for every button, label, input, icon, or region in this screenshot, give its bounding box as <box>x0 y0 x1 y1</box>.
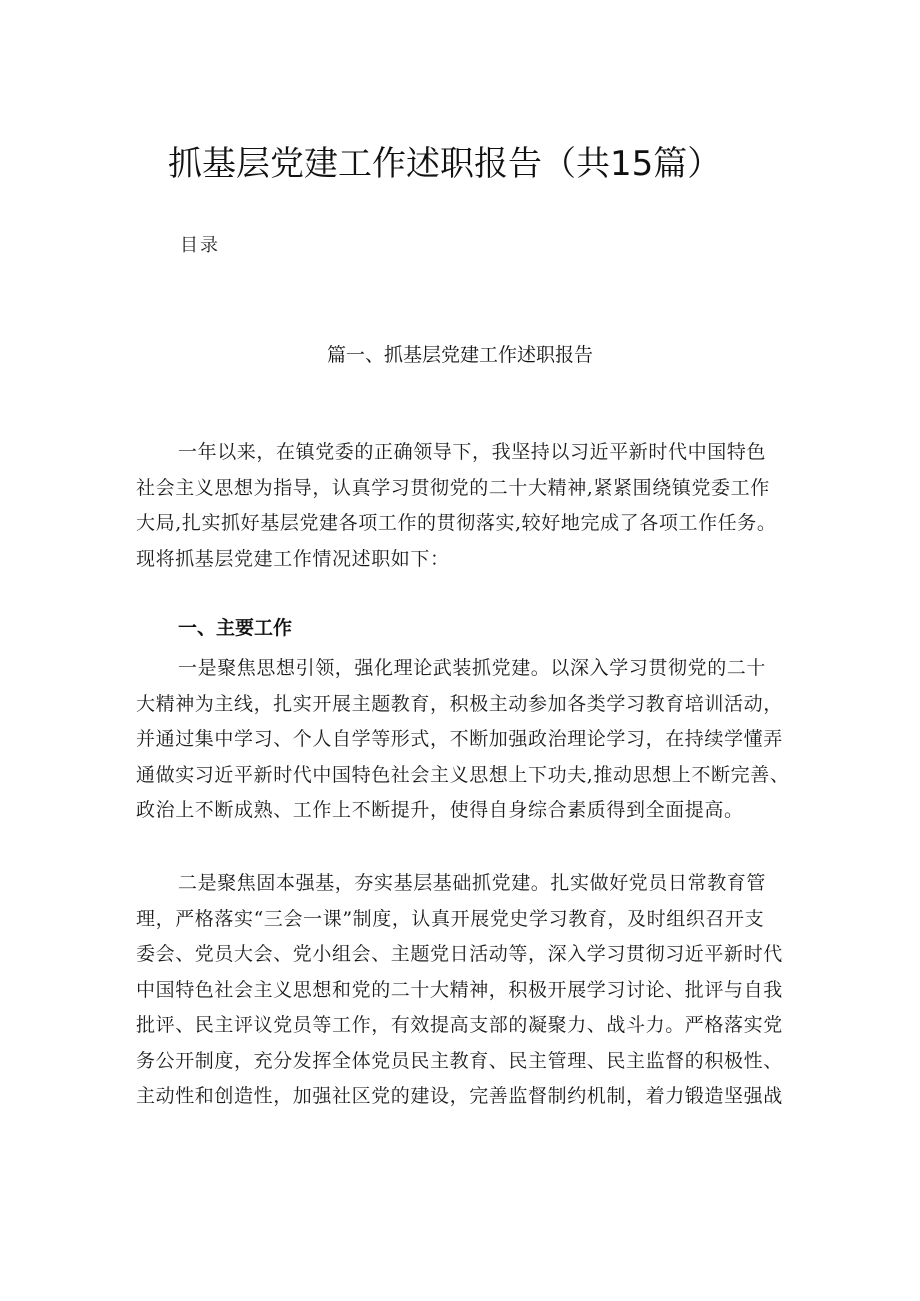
paragraph-line: 社会主义思想为指导，认真学习贯彻党的二十大精神,紧紧围绕镇党委工作 <box>136 476 770 499</box>
article-heading: 篇一、抓基层党建工作述职报告 <box>326 344 593 366</box>
paragraph-line: 理，严格落实“三会一课”制度，认真开展党史学习教育，及时组织召开支 <box>136 907 765 930</box>
paragraph-line: 通做实习近平新时代中国特色社会主义思想上下功夫,推动思想上不断完善、 <box>136 763 790 786</box>
toc-label: 目录 <box>180 235 220 256</box>
work-paragraph-1 <box>136 651 796 829</box>
paragraph-line: 批评、民主评议党员等工作，有效提高支部的凝聚力、战斗力。严格落实党 <box>136 1014 783 1036</box>
work-paragraph-2 <box>136 866 796 1115</box>
paragraph-line: 二是聚焦固本强基，夯实基层基础抓党建。扎实做好党员日常教育管 <box>178 872 767 894</box>
paragraph-line: 一年以来，在镇党委的正确领导下，我坚持以习近平新时代中国特色 <box>178 441 767 463</box>
paragraph-line: 大精神为主线，扎实开展主题教育，积极主动参加各类学习教育培训活动， <box>136 692 783 715</box>
paragraph-line: 大局,扎实抓好基层党建各项工作的贯彻落实,较好地完成了各项工作任务。 <box>136 512 777 534</box>
section-heading: 一、主要工作 <box>178 617 293 639</box>
paragraph-line: 并通过集中学习、个人自学等形式，不断加强政治理论学习，在持续学懂弄 <box>136 728 783 750</box>
paragraph-line: 委会、党员大会、党小组会、主题党日活动等，深入学习贯彻习近平新时代 <box>136 943 783 965</box>
paragraph-line: 政治上不断成熟、工作上不断提升，使得自身综合素质得到全面提高。 <box>136 799 744 821</box>
paragraph-line: 中国特色社会主义思想和党的二十大精神，积极开展学习讨论、批评与自我 <box>136 978 783 1001</box>
paragraph-line: 现将抓基层党建工作情况述职如下： <box>136 547 450 570</box>
intro-paragraph <box>136 435 796 577</box>
paragraph-line: 务公开制度，充分发挥全体党员民主教育、民主管理、民主监督的积极性、 <box>136 1049 783 1072</box>
document-title: 抓基层党建工作述职报告（共15篇） <box>168 144 722 184</box>
paragraph-line: 主动性和创造性，加强社区党的建设，完善监督制约机制，着力锻造坚强战 <box>136 1085 783 1107</box>
paragraph-line: 一是聚焦思想引领，强化理论武装抓党建。以深入学习贯彻党的二十 <box>178 657 767 679</box>
